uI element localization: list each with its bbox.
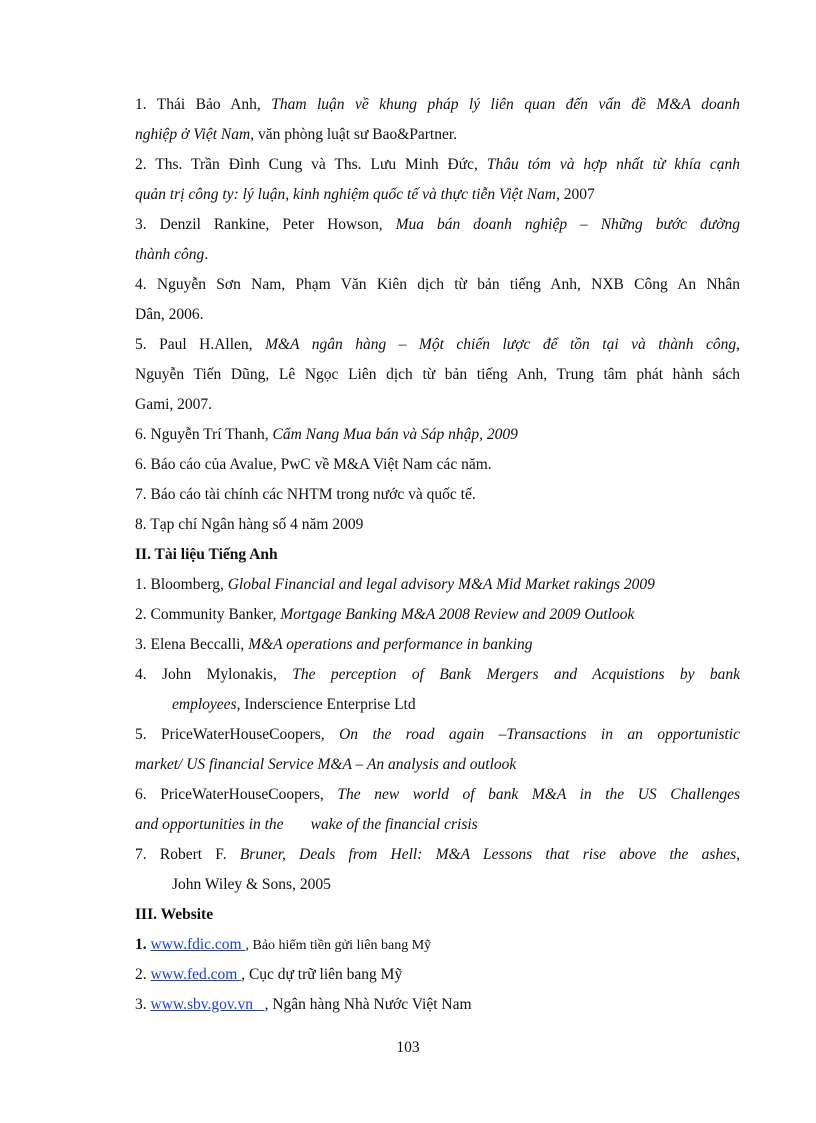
ref-vn-3-line-1: 3. Denzil Rankine, Peter Howson, Mua bán doanh nghiệp – Những bước đường (135, 216, 740, 233)
ref-web-3: 3. www.sbv.gov.vn , Ngân hàng Nhà Nước Việt Nam (135, 996, 472, 1013)
section-heading-english: II. Tài liệu Tiếng Anh (135, 546, 278, 563)
ref-en-4-line-1: 4. John Mylonakis, The perception of Bank Mergers and Acquistions by bank (135, 666, 741, 683)
ref-vn-4-line-2: Dân, 2006. (135, 306, 204, 323)
ref-en-6-line-1: 6. PriceWaterHouseCoopers, The new world of bank M&A in the US Challenges (135, 786, 740, 803)
ref-web-2: 2. www.fed.com , Cục dự trữ liên bang Mỹ (135, 966, 403, 983)
ref-vn-1-line-1: 1. Thái Bảo Anh, Tham luận về khung pháp lý liên quan đến vấn đề M&A doanh (135, 96, 741, 113)
ref-vn-3-line-2: thành công. (135, 246, 209, 263)
sbv-link[interactable]: www.sbv.gov.vn (150, 996, 265, 1013)
fed-link[interactable]: www.fed.com (150, 966, 242, 983)
fdic-link[interactable]: www.fdic.com (150, 936, 246, 953)
ref-en-3: 3. Elena Beccalli, M&A operations and performance in banking (135, 636, 533, 653)
ref-web-1: 1. www.fdic.com , Bảo hiểm tiền gửi liên bang Mỹ (135, 936, 432, 953)
ref-vn-2-line-2: quản trị công ty: lý luận, kinh nghiệm quốc tế và thực tiễn Việt Nam, 2007 (135, 186, 595, 203)
ref-en-4-line-2: employees, Inderscience Enterprise Ltd (172, 696, 416, 713)
ref-vn-4-line-1: 4. Nguyễn Sơn Nam, Phạm Văn Kiên dịch từ bản tiếng Anh, NXB Công An Nhân (135, 276, 740, 293)
section-heading-website: III. Website (135, 906, 214, 923)
ref-en-5-line-1: 5. PriceWaterHouseCoopers, On the road again –Transactions in an opportunistic (135, 726, 740, 743)
ref-en-6-line-2: and opportunities in the wake of the financial crisis (135, 816, 478, 833)
ref-vn-2-line-1: 2. Ths. Trần Đình Cung và Ths. Lưu Minh Đức, Thâu tóm và hợp nhất từ khía cạnh (135, 156, 741, 173)
ref-vn-5-line-2: Nguyễn Tiến Dũng, Lê Ngọc Liên dịch từ bản tiếng Anh, Trung tâm phát hành sách (135, 366, 740, 383)
ref-en-5-line-2: market/ US financial Service M&A – An analysis and outlook (135, 756, 517, 773)
ref-vn-5-line-3: Gami, 2007. (135, 396, 213, 413)
ref-vn-1-line-2: nghiệp ở Việt Nam, văn phòng luật sư Bao&Partner. (135, 126, 458, 143)
ref-vn-6: 6. Nguyễn Trí Thanh, Cẩm Nang Mua bán và Sáp nhập, 2009 (135, 426, 518, 443)
ref-en-2: 2. Community Banker, Mortgage Banking M&A 2008 Review and 2009 Outlook (135, 606, 635, 623)
ref-vn-6b: 6. Báo cáo của Avalue, PwC về M&A Việt Nam các năm. (135, 456, 492, 473)
ref-en-7-line-1: 7. Robert F. Bruner, Deals from Hell: M&A Lessons that rise above the ashes, (135, 846, 740, 863)
ref-vn-8: 8. Tạp chí Ngân hàng số 4 năm 2009 (135, 516, 364, 533)
ref-vn-5-line-1: 5. Paul H.Allen, M&A ngân hàng – Một chiến lược để tồn tại và thành công, (135, 336, 741, 353)
ref-en-1: 1. Bloomberg, Global Financial and legal advisory M&A Mid Market rakings 2009 (135, 576, 655, 593)
ref-vn-7: 7. Báo cáo tài chính các NHTM trong nước và quốc tế. (135, 486, 476, 503)
ref-en-7-line-2: John Wiley & Sons, 2005 (172, 876, 331, 893)
page-number: 103 (396, 1039, 420, 1056)
